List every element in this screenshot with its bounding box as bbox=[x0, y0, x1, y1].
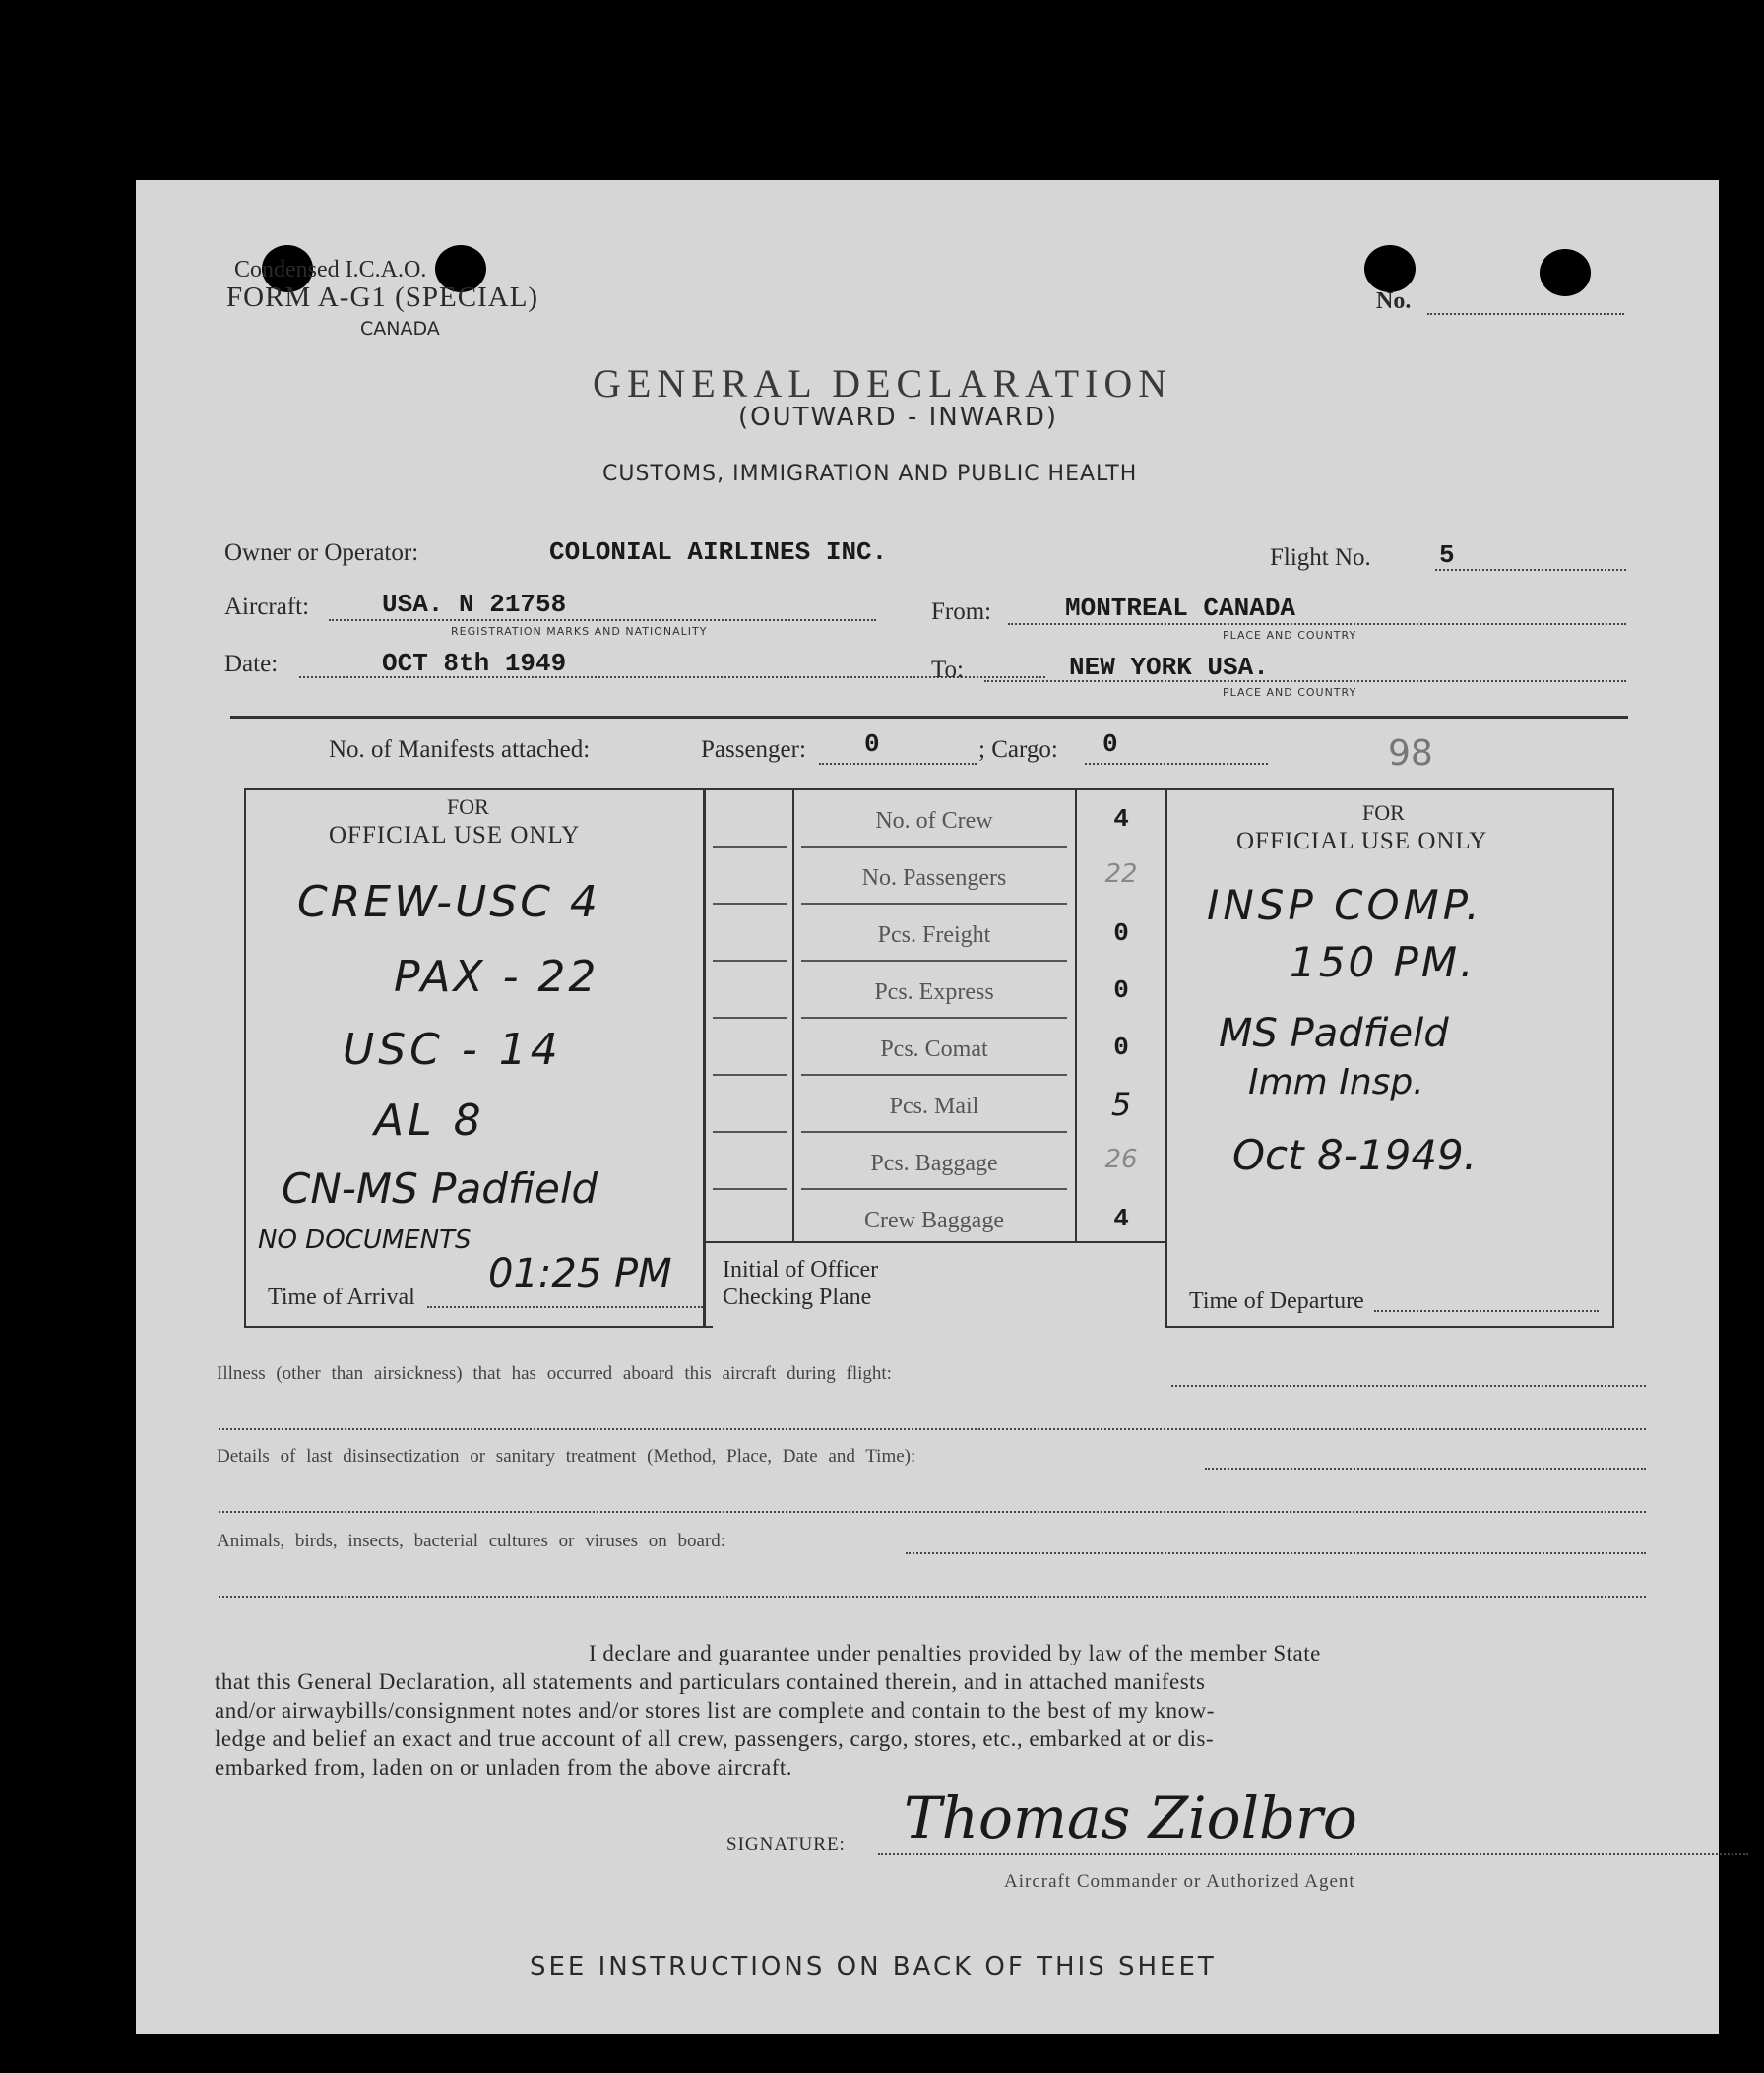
arrival-value: 01:25 PM bbox=[488, 1251, 672, 1296]
grid-border bbox=[244, 1326, 713, 1328]
arrival-line bbox=[427, 1306, 703, 1308]
animals-line bbox=[906, 1552, 1646, 1554]
grid-border bbox=[244, 788, 246, 1328]
row-line bbox=[801, 1017, 1067, 1019]
left-official-title: OFFICIAL USE ONLY bbox=[329, 822, 581, 848]
signature-line bbox=[878, 1853, 1748, 1855]
illness-line-2 bbox=[219, 1428, 1646, 1430]
declaration-line: and/or airwaybills/consignment notes and/or stores list are complete and contain to the best of my know- bbox=[215, 1698, 1215, 1723]
declaration-line: I declare and guarantee under penalties provided by law of the member State bbox=[589, 1641, 1321, 1665]
form-code-line2: FORM A-G1 (SPECIAL) bbox=[226, 282, 539, 313]
right-official-title: OFFICIAL USE ONLY bbox=[1236, 828, 1488, 854]
row-value: 4 bbox=[1113, 804, 1129, 834]
row-line bbox=[713, 1017, 788, 1019]
from-value: MONTREAL CANADA bbox=[1065, 594, 1296, 623]
row-line bbox=[713, 1131, 788, 1133]
row-label: Pcs. Baggage bbox=[870, 1151, 998, 1176]
grid-border bbox=[1166, 1326, 1614, 1328]
from-caption: PLACE AND COUNTRY bbox=[1223, 629, 1357, 642]
left-note: USC - 14 bbox=[343, 1025, 562, 1075]
grid-border bbox=[1612, 788, 1614, 1328]
declaration-line: that this General Declaration, all statements and particulars contained therein, and in attached manifests bbox=[215, 1669, 1206, 1694]
divider bbox=[230, 716, 1628, 719]
row-label: Pcs. Express bbox=[874, 979, 994, 1005]
row-value: 0 bbox=[1113, 1033, 1129, 1062]
row-label: No. Passengers bbox=[861, 865, 1007, 891]
row-value: 22 bbox=[1104, 859, 1138, 889]
left-note: CREW-USC 4 bbox=[297, 877, 600, 927]
row-line bbox=[713, 903, 788, 905]
signature-caption: Aircraft Commander or Authorized Agent bbox=[1004, 1871, 1355, 1892]
passenger-value: 0 bbox=[864, 729, 880, 759]
page-title: GENERAL DECLARATION bbox=[593, 361, 1173, 406]
page-subtitle: (OUTWARD - INWARD) bbox=[738, 403, 1059, 432]
row-line bbox=[801, 1074, 1067, 1076]
right-for-label: FOR bbox=[1362, 800, 1405, 825]
disinsect-line bbox=[1205, 1468, 1646, 1470]
from-label: From: bbox=[931, 598, 992, 625]
left-note: AL 8 bbox=[374, 1096, 485, 1146]
no-document-note: NO DOCUMENTS bbox=[258, 1225, 472, 1255]
passenger-line bbox=[819, 763, 976, 765]
row-label: No. of Crew bbox=[875, 808, 993, 834]
left-for-label: FOR bbox=[447, 794, 489, 819]
arrival-label: Time of Arrival bbox=[268, 1285, 415, 1310]
departure-line bbox=[1374, 1310, 1599, 1312]
signature-label: SIGNATURE: bbox=[726, 1834, 846, 1854]
row-line bbox=[713, 1074, 788, 1076]
animals-line-2 bbox=[219, 1596, 1646, 1598]
cargo-label: ; Cargo: bbox=[978, 736, 1058, 763]
form-code-line1: Condensed I.C.A.O. bbox=[234, 257, 427, 283]
form-number-line bbox=[1427, 313, 1624, 315]
row-value: 0 bbox=[1113, 975, 1129, 1005]
row-line bbox=[713, 1188, 788, 1190]
row-value: 26 bbox=[1104, 1145, 1138, 1174]
aircraft-line bbox=[329, 619, 876, 621]
aircraft-label: Aircraft: bbox=[224, 594, 310, 620]
row-value: 4 bbox=[1113, 1204, 1129, 1233]
declaration-line: embarked from, laden on or unladen from the above aircraft. bbox=[215, 1755, 793, 1780]
row-value: 0 bbox=[1113, 918, 1129, 948]
grid-border bbox=[703, 1241, 1167, 1243]
row-label: Crew Baggage bbox=[864, 1208, 1004, 1233]
flight-label: Flight No. bbox=[1270, 544, 1371, 571]
owner-value: COLONIAL AIRLINES INC. bbox=[549, 537, 888, 567]
illness-label: Illness (other than airsickness) that has occurred aboard this aircraft during flight: bbox=[217, 1363, 892, 1384]
owner-label: Owner or Operator: bbox=[224, 539, 419, 566]
passenger-label: Passenger: bbox=[701, 736, 806, 763]
row-line bbox=[801, 960, 1067, 962]
row-line bbox=[713, 960, 788, 962]
stamp-number: 98 bbox=[1388, 733, 1433, 774]
departure-label: Time of Departure bbox=[1189, 1288, 1364, 1314]
to-caption: PLACE AND COUNTRY bbox=[1223, 686, 1357, 699]
right-note: INSP COMP. bbox=[1207, 881, 1483, 929]
right-note: Imm Insp. bbox=[1248, 1062, 1424, 1102]
row-label: Pcs. Freight bbox=[877, 922, 991, 948]
illness-line bbox=[1171, 1385, 1646, 1387]
initial-officer-label: Initial of Officer bbox=[723, 1257, 879, 1283]
right-note: MS Padfield bbox=[1219, 1011, 1449, 1056]
row-line bbox=[801, 903, 1067, 905]
aircraft-value: USA. N 21758 bbox=[382, 590, 567, 619]
grid-border bbox=[792, 788, 794, 1241]
flight-line bbox=[1435, 569, 1626, 571]
checking-plane-label: Checking Plane bbox=[723, 1285, 872, 1310]
flight-value: 5 bbox=[1439, 540, 1455, 570]
date-value: OCT 8th 1949 bbox=[382, 649, 567, 678]
row-line bbox=[801, 1131, 1067, 1133]
right-note: Oct 8-1949. bbox=[1232, 1131, 1478, 1179]
disinsect-label: Details of last disinsectization or sanitary treatment (Method, Place, Date and Time): bbox=[217, 1446, 916, 1467]
page-subheading: CUSTOMS, IMMIGRATION AND PUBLIC HEALTH bbox=[602, 462, 1138, 486]
row-line bbox=[801, 846, 1067, 848]
row-line bbox=[801, 1188, 1067, 1190]
declaration-form bbox=[136, 180, 1719, 2034]
from-line bbox=[1008, 623, 1626, 625]
grid-border bbox=[244, 788, 1614, 790]
declaration-line: ledge and belief an exact and true account of all crew, passengers, cargo, stores, etc., embarked at or dis- bbox=[215, 1727, 1215, 1751]
row-line bbox=[713, 846, 788, 848]
signature: Thomas Ziolbro bbox=[904, 1785, 1357, 1852]
row-label: Pcs. Comat bbox=[880, 1036, 988, 1062]
to-value: NEW YORK USA. bbox=[1069, 653, 1269, 682]
form-country: CANADA bbox=[360, 318, 440, 340]
row-value: 5 bbox=[1110, 1086, 1132, 1123]
form-number-label: No. bbox=[1376, 288, 1412, 314]
cargo-line bbox=[1085, 763, 1268, 765]
left-note: CN-MS Padfield bbox=[282, 1164, 598, 1213]
cargo-value: 0 bbox=[1102, 729, 1118, 759]
punch-hole bbox=[1540, 249, 1591, 296]
left-note: PAX - 22 bbox=[394, 952, 599, 1002]
official-grid bbox=[244, 788, 1614, 1320]
row-label: Pcs. Mail bbox=[889, 1094, 979, 1119]
right-note: 150 PM. bbox=[1290, 938, 1477, 986]
footer-instructions: SEE INSTRUCTIONS ON BACK OF THIS SHEET bbox=[530, 1952, 1217, 1981]
grid-border bbox=[703, 788, 706, 1328]
punch-hole bbox=[1364, 245, 1416, 292]
animals-label: Animals, birds, insects, bacterial cultures or viruses on board: bbox=[217, 1531, 726, 1551]
manifests-label: No. of Manifests attached: bbox=[329, 736, 591, 763]
aircraft-caption: REGISTRATION MARKS AND NATIONALITY bbox=[451, 625, 708, 638]
disinsect-line-2 bbox=[219, 1511, 1646, 1513]
to-label: To: bbox=[931, 657, 964, 683]
date-label: Date: bbox=[224, 651, 279, 677]
